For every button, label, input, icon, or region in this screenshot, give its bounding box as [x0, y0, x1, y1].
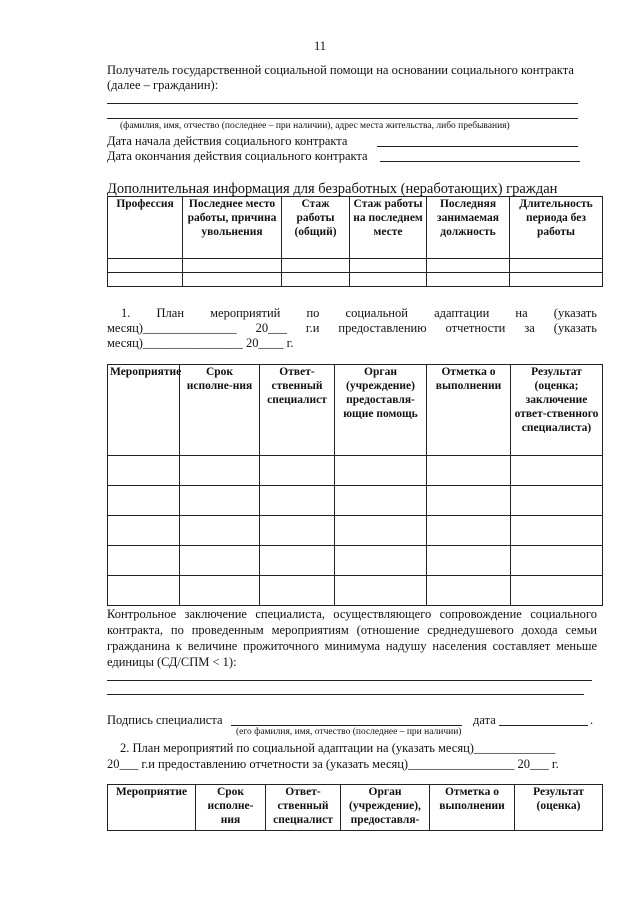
table-cell[interactable]: [335, 576, 427, 606]
plan1-word: (указать: [553, 321, 597, 335]
table-cell[interactable]: [282, 259, 350, 273]
table-cell[interactable]: [427, 486, 511, 516]
header-result: Результат (оценка; заключение ответ-ственного специалиста): [511, 365, 603, 456]
page-number: 11: [313, 39, 327, 53]
table-cell[interactable]: [511, 486, 603, 516]
plan1-table: [107, 364, 603, 606]
header-agency: Орган (учреждение), предоставля-: [341, 785, 430, 831]
table-row: [108, 456, 603, 486]
table-row: [108, 546, 603, 576]
unemployed-heading: Дополнительная информация для безработных (неработающих) граждан: [107, 181, 558, 197]
recipient-line-1: Получатель государственной социальной помощи на основании социального контракта: [107, 63, 574, 77]
recipient-fill-line-1[interactable]: [107, 103, 578, 104]
plan1-line-2: [107, 320, 597, 336]
plan1-word: План: [156, 306, 185, 320]
table-cell[interactable]: [183, 259, 282, 273]
table-row: [108, 516, 603, 546]
plan1-word: за: [524, 321, 535, 335]
plan1-word: на: [515, 306, 528, 320]
table-cell[interactable]: [180, 516, 260, 546]
table-row: [108, 259, 603, 273]
table-cell[interactable]: [108, 516, 180, 546]
conclusion-line-3: гражданина к величине прожиточного минимума надушу населения составляет меньше: [107, 639, 597, 653]
header-activity: Мероприятие: [108, 365, 180, 456]
table-cell[interactable]: [260, 516, 335, 546]
signature-period: .: [590, 713, 594, 727]
header-deadline: Срок исполне-ния: [180, 365, 260, 456]
plan1-word: месяц)_______________: [107, 321, 237, 335]
table-cell[interactable]: [335, 486, 427, 516]
table-cell[interactable]: [427, 576, 511, 606]
table-cell[interactable]: [180, 576, 260, 606]
header-unemployment-duration: Длительность периода без работы: [510, 197, 603, 259]
plan1-word: 1.: [121, 306, 131, 320]
header-completion-mark: Отметка о выполнении: [427, 365, 511, 456]
table-cell[interactable]: [427, 273, 510, 287]
table-cell[interactable]: [427, 546, 511, 576]
table-cell[interactable]: [180, 546, 260, 576]
table-cell[interactable]: [260, 456, 335, 486]
conclusion-fill-line-1[interactable]: [107, 680, 592, 681]
end-date-label: Дата окончания действия социального контракта: [107, 149, 368, 163]
table-cell[interactable]: [511, 516, 603, 546]
table-cell[interactable]: [350, 259, 427, 273]
header-agency: Орган (учреждение) предоставля-ющие помощь: [335, 365, 427, 456]
conclusion-line-2: контракта, по проведенным мероприятиям (отношение среднедушевого дохода семьи: [107, 623, 597, 637]
table-cell[interactable]: [427, 259, 510, 273]
recipient-fill-line-2[interactable]: [107, 118, 578, 119]
header-activity: Мероприятие: [108, 785, 196, 831]
recipient-line-2: (далее – гражданин):: [107, 78, 219, 92]
end-date-field[interactable]: [380, 161, 580, 162]
plan1-line-3: месяц)________________ 20____ г.: [107, 336, 294, 350]
start-date-field[interactable]: [377, 146, 578, 147]
conclusion-line-1: Контрольное заключение специалиста, осуществляющего сопровождение социального: [107, 607, 597, 621]
signature-date-field[interactable]: [499, 725, 588, 726]
table-row: [108, 576, 603, 606]
table-cell[interactable]: [180, 456, 260, 486]
plan2-header-row: [108, 785, 603, 831]
table-cell[interactable]: [510, 259, 603, 273]
table-cell[interactable]: [350, 273, 427, 287]
recipient-caption: (фамилия, имя, отчество (последнее – при наличии), адрес места жительства, либо пребывания): [120, 121, 510, 131]
plan2-table: [107, 784, 603, 831]
table-cell[interactable]: [108, 456, 180, 486]
plan1-word: социальной: [345, 306, 408, 320]
header-last-position: Последняя занимаемая должность: [427, 197, 510, 259]
header-result: Результат (оценка): [515, 785, 603, 831]
header-responsible: Ответ-ственный специалист: [266, 785, 341, 831]
plan1-header-row: [108, 365, 603, 456]
table-cell[interactable]: [180, 486, 260, 516]
signature-label: Подпись специалиста: [107, 713, 223, 727]
plan1-word: мероприятий: [210, 306, 281, 320]
table-cell[interactable]: [108, 576, 180, 606]
header-total-experience: Стаж работы (общий): [282, 197, 350, 259]
table-cell[interactable]: [511, 576, 603, 606]
table-cell[interactable]: [260, 486, 335, 516]
table-cell[interactable]: [335, 546, 427, 576]
table-cell[interactable]: [511, 456, 603, 486]
plan1-word: (указать: [553, 306, 597, 320]
header-profession: Профессия: [108, 197, 183, 259]
plan1-word: адаптации: [434, 306, 490, 320]
header-deadline: Срок исполне-ния: [196, 785, 266, 831]
table-cell[interactable]: [108, 486, 180, 516]
plan2-line-2: 20___ г.и предоставлению отчетности за (указать месяц)_________________ 20___ г.: [107, 757, 559, 771]
header-last-experience: Стаж работы на последнем месте: [350, 197, 427, 259]
signature-caption: (его фамилия, имя, отчество (последнее – при наличии): [236, 727, 462, 737]
table-row: [108, 273, 603, 287]
conclusion-fill-line-2[interactable]: [107, 694, 584, 695]
table-cell[interactable]: [335, 456, 427, 486]
table-cell[interactable]: [108, 259, 183, 273]
table-cell[interactable]: [183, 273, 282, 287]
table-cell[interactable]: [260, 546, 335, 576]
header-completion-mark: Отметка о выполнении: [430, 785, 515, 831]
plan1-word: 20___: [255, 321, 287, 335]
start-date-label: Дата начала действия социального контракта: [107, 134, 348, 148]
signature-date-label: дата: [473, 713, 496, 727]
table-cell[interactable]: [108, 273, 183, 287]
plan1-word: предоставлению: [338, 321, 427, 335]
table-cell[interactable]: [427, 516, 511, 546]
plan1-line-1: [107, 305, 597, 321]
conclusion-line-4: единицы (СД/СПМ < 1):: [107, 655, 237, 669]
table-row: [108, 486, 603, 516]
table-cell[interactable]: [511, 546, 603, 576]
table-cell[interactable]: [510, 273, 603, 287]
header-last-job: Последнее место работы, причина увольнения: [183, 197, 282, 259]
table-cell[interactable]: [108, 546, 180, 576]
unemployed-table: [107, 196, 603, 287]
table-cell[interactable]: [282, 273, 350, 287]
plan1-word: по: [306, 306, 320, 320]
signature-field[interactable]: [231, 725, 462, 726]
table-cell[interactable]: [335, 516, 427, 546]
header-responsible: Ответ-ственный специалист: [260, 365, 335, 456]
table-cell[interactable]: [427, 456, 511, 486]
plan2-line-1: 2. План мероприятий по социальной адаптации на (указать месяц)_____________: [120, 741, 556, 755]
plan1-word: г.и: [305, 321, 320, 335]
table-cell[interactable]: [260, 576, 335, 606]
plan1-word: отчетности: [445, 321, 506, 335]
unemployed-header-row: [108, 197, 603, 259]
